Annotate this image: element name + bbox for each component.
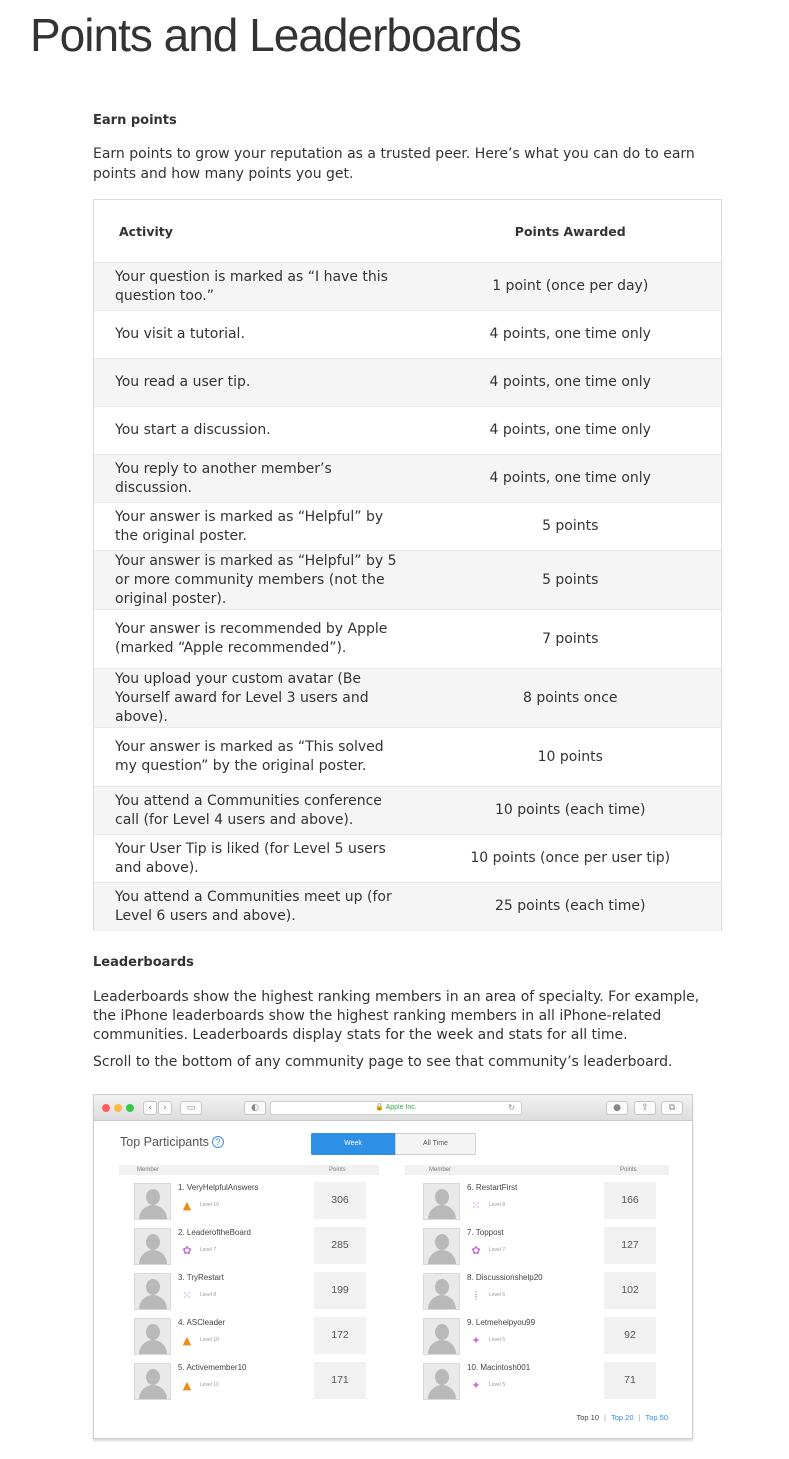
participant-name[interactable]: 4. ASCleader [178, 1318, 226, 1327]
participant-row[interactable] [423, 1271, 663, 1311]
participant-points: 171 [314, 1362, 366, 1399]
activity-cell: Your question is marked as “I have this question too.” [94, 263, 420, 311]
activity-cell: You attend a Communities conference call (for Level 4 users and above). [94, 787, 420, 835]
avatar[interactable] [423, 1363, 460, 1400]
participant-name[interactable]: 5. Activemember10 [178, 1363, 247, 1372]
table-row [94, 311, 722, 359]
points-cell: 4 points, one time only [420, 407, 722, 455]
participant-level: Level 7 [489, 1247, 506, 1253]
participant-level: Level 5 [489, 1382, 506, 1388]
top-50-link[interactable]: Top 50 [645, 1413, 668, 1422]
leaderboard-size-links [577, 1413, 669, 1422]
points-table-header [94, 200, 722, 263]
table-row [94, 787, 722, 835]
participant-level: Level 10 [200, 1382, 219, 1388]
participant-level: Level 8 [489, 1202, 506, 1208]
download-icon[interactable]: ● [606, 1101, 628, 1115]
table-row [94, 551, 722, 610]
activity-cell: You start a discussion. [94, 407, 420, 455]
table-row [94, 359, 722, 407]
points-column-label: Points [620, 1167, 637, 1173]
points-column-label: Points [329, 1167, 346, 1173]
back-icon[interactable]: ‹ [143, 1101, 157, 1115]
participant-name[interactable]: 8. Discussionshelp20 [467, 1273, 543, 1282]
address-bar[interactable] [270, 1101, 522, 1115]
participant-level: Level 8 [200, 1292, 217, 1298]
star-badge-icon: ✦ [471, 1379, 481, 1392]
participant-level: Level 10 [200, 1337, 219, 1343]
close-window-icon[interactable] [102, 1104, 110, 1112]
table-row [94, 883, 722, 931]
points-cell: 10 points (once per user tip) [420, 835, 722, 883]
participant-name[interactable]: 2. LeaderoftheBoard [178, 1228, 251, 1237]
points-cell: 4 points, one time only [420, 311, 722, 359]
points-column-header: Points Awarded [420, 200, 722, 263]
zoom-window-icon[interactable] [126, 1104, 134, 1112]
flower-badge-icon: ✿ [471, 1244, 481, 1257]
participant-name[interactable]: 6. RestartFirst [467, 1183, 518, 1192]
right-column-header [405, 1165, 669, 1175]
activity-column-header: Activity [94, 200, 420, 263]
activity-cell: You read a user tip. [94, 359, 420, 407]
points-cell: 4 points, one time only [420, 359, 722, 407]
grid-badge-icon: ⁙ [182, 1289, 192, 1302]
points-cell: 7 points [420, 610, 722, 669]
table-row [94, 835, 722, 883]
minimize-window-icon[interactable] [114, 1104, 122, 1112]
activity-cell: Your answer is marked as “Helpful” by 5 or more community members (not the original poster). [94, 551, 420, 610]
earn-points-intro: Earn points to grow your reputation as a trusted peer. Here’s what you can do to earn points and how many points you get. [93, 146, 695, 182]
participant-points: 71 [604, 1362, 656, 1399]
avatar[interactable] [134, 1318, 171, 1355]
tab-week[interactable]: Week [311, 1133, 395, 1155]
participant-points: 127 [604, 1227, 656, 1264]
participant-row[interactable] [423, 1181, 663, 1221]
separator: | [604, 1413, 606, 1422]
leaderboard-screenshot [93, 1094, 693, 1439]
leaderboards-intro: Leaderboards show the highest ranking members in an area of specialty. For example, the iPhone leaderboards show the highest ranking members in all iPhone-related communities. Leaderboards display stats for the week and stats for all time. [93, 989, 700, 1043]
flower-badge-icon: ✿ [182, 1244, 192, 1257]
participant-row[interactable] [423, 1316, 663, 1356]
forward-icon[interactable]: › [158, 1101, 172, 1115]
points-cell: 8 points once [420, 669, 722, 728]
earn-points-heading: Earn points [93, 113, 177, 128]
participant-row[interactable] [423, 1361, 663, 1401]
table-row [94, 263, 722, 311]
table-row [94, 669, 722, 728]
avatar[interactable] [423, 1183, 460, 1220]
participant-points: 172 [314, 1317, 366, 1354]
activity-cell: Your User Tip is liked (for Level 5 users and above). [94, 835, 420, 883]
share-icon[interactable]: ⇪ [634, 1101, 656, 1115]
avatar[interactable] [134, 1228, 171, 1265]
participant-points: 306 [314, 1182, 366, 1219]
participant-points: 166 [604, 1182, 656, 1219]
table-row [94, 407, 722, 455]
table-row [94, 728, 722, 787]
avatar[interactable] [134, 1363, 171, 1400]
points-cell: 25 points (each time) [420, 883, 722, 931]
participant-name[interactable]: 3. TryRestart [178, 1273, 224, 1282]
points-cell: 1 point (once per day) [420, 263, 722, 311]
participant-row[interactable] [134, 1316, 374, 1356]
activity-cell: Your answer is recommended by Apple (marked “Apple recommended”). [94, 610, 420, 669]
participant-level: Level 6 [489, 1292, 506, 1298]
activity-cell: You upload your custom avatar (Be Yourself award for Level 3 users and above). [94, 669, 420, 728]
reload-icon[interactable]: ↻ [508, 1103, 515, 1112]
grid-badge-icon: ⁙ [471, 1199, 481, 1212]
participant-name[interactable]: 7. Toppost [467, 1228, 504, 1237]
participant-points: 92 [604, 1317, 656, 1354]
points-cell: 10 points (each time) [420, 787, 722, 835]
participant-points: 285 [314, 1227, 366, 1264]
page-title: Points and Leaderboards [30, 9, 522, 61]
privacy-report-icon[interactable]: ◐ [244, 1101, 266, 1115]
participant-level: Level 10 [200, 1202, 219, 1208]
participant-level: Level 7 [200, 1247, 217, 1253]
avatar[interactable] [134, 1273, 171, 1310]
help-icon[interactable]: ? [212, 1136, 224, 1148]
avatar[interactable] [423, 1273, 460, 1310]
sidebar-icon[interactable]: ▭ [180, 1101, 202, 1115]
points-cell: 10 points [420, 728, 722, 787]
points-cell: 5 points [420, 551, 722, 610]
tab-all-time[interactable]: All Time [395, 1133, 476, 1155]
top-participants-title [120, 1135, 224, 1149]
table-row [94, 455, 722, 503]
activity-cell: You visit a tutorial. [94, 311, 420, 359]
triangle-badge-icon: ▲ [182, 1199, 192, 1212]
browser-toolbar [94, 1095, 692, 1121]
avatar[interactable] [423, 1318, 460, 1355]
top-10-link[interactable]: Top 10 [576, 1413, 600, 1422]
separator: | [638, 1413, 641, 1422]
participant-points: 102 [604, 1272, 656, 1309]
triangle-badge-icon: ▲ [182, 1379, 192, 1392]
member-column-label: Member [137, 1167, 160, 1173]
leaderboards-scroll-note: Scroll to the bottom of any community page to see that community’s leaderboard. [93, 1054, 673, 1070]
activity-cell: You reply to another member’s discussion. [94, 455, 420, 503]
activity-cell: You attend a Communities meet up (for Level 6 users and above). [94, 883, 420, 931]
left-column-header [119, 1165, 379, 1175]
participant-row[interactable] [134, 1181, 374, 1221]
bars-badge-icon: ⦙ [474, 1289, 478, 1302]
star-badge-icon: ✦ [471, 1334, 481, 1347]
top-participants-label: Top Participants [120, 1135, 209, 1149]
participant-row[interactable] [134, 1226, 374, 1266]
table-row [94, 610, 722, 669]
address-text: 🔒 Apple Inc. [375, 1104, 417, 1111]
activity-cell: Your answer is marked as “Helpful” by the original poster. [94, 503, 420, 551]
participant-row[interactable] [423, 1226, 663, 1266]
points-table [93, 199, 722, 931]
leaderboards-heading: Leaderboards [93, 955, 194, 970]
participant-name[interactable]: 9. Letmehelpyou99 [467, 1318, 536, 1327]
points-cell: 5 points [420, 503, 722, 551]
participant-level: Level 5 [489, 1337, 506, 1343]
tabs-icon[interactable]: ⧉ [661, 1101, 683, 1115]
top-20-link[interactable]: Top 20 [610, 1413, 634, 1422]
participant-points: 199 [314, 1272, 366, 1309]
participant-name[interactable]: 1. VeryHelpfulAnswers [178, 1183, 259, 1192]
participant-name[interactable]: 10. Macintosh001 [467, 1363, 531, 1372]
avatar[interactable] [134, 1183, 171, 1220]
points-cell: 4 points, one time only [420, 455, 722, 503]
triangle-badge-icon: ▲ [182, 1334, 192, 1347]
participant-row[interactable] [134, 1361, 374, 1401]
participant-row[interactable] [134, 1271, 374, 1311]
avatar[interactable] [423, 1228, 460, 1265]
table-row [94, 503, 722, 551]
member-column-label: Member [429, 1167, 452, 1173]
activity-cell: Your answer is marked as “This solved my question” by the original poster. [94, 728, 420, 787]
